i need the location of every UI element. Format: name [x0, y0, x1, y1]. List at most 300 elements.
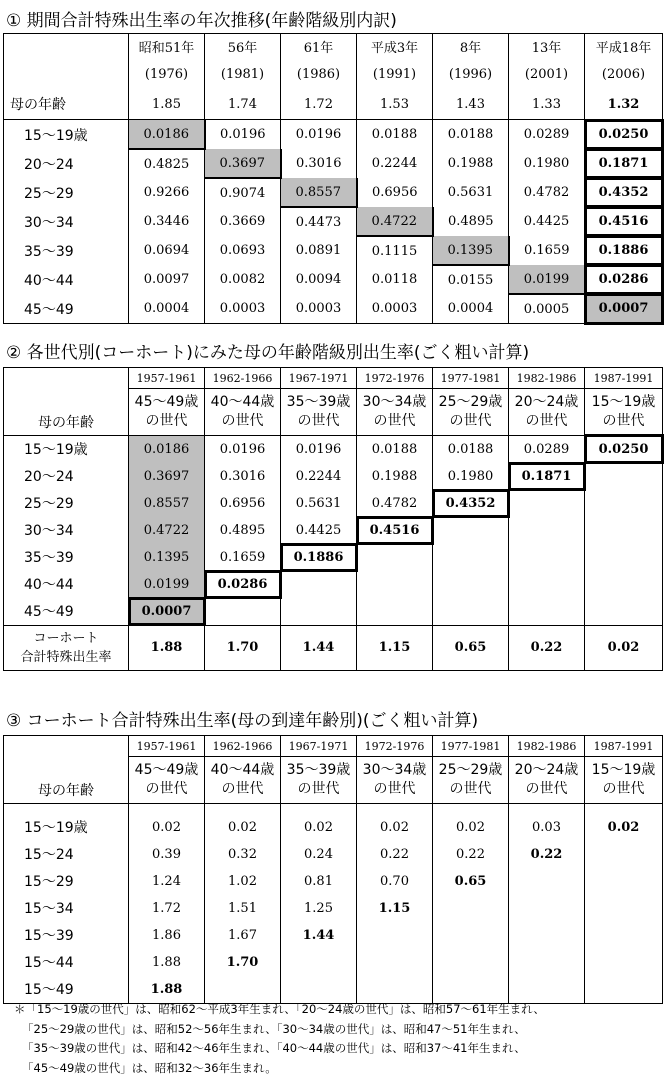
- footnote-line: 「35～39歳の世代」は、昭和42～46年生まれ、「40～44歳の世代」は、昭和37～41年生まれ、: [14, 1039, 545, 1059]
- row-header: 母の年齢: [4, 89, 129, 120]
- rate-cell: 0.1886: [281, 544, 357, 571]
- rate-cell: 0.3669: [205, 207, 281, 236]
- rate-cell: 0.02: [433, 814, 509, 841]
- table-row: [4, 265, 663, 294]
- column-era: 平成3年: [371, 41, 418, 56]
- column-year: (1981): [221, 67, 264, 82]
- rate-cell: 0.22: [509, 841, 585, 868]
- rate-cell: 0.4352: [433, 490, 509, 517]
- generation-label: 15～19歳: [592, 762, 656, 778]
- table-row: [4, 814, 663, 841]
- age-label: 15～29: [4, 868, 129, 895]
- section1-title: ① 期間合計特殊出生率の年次推移(年齢階級別内訳): [6, 6, 397, 31]
- column-era: 平成18年: [596, 41, 652, 56]
- section3-title: ③ コーホート合計特殊出生率(母の到達年齢別)(ごく粗い計算): [6, 706, 478, 731]
- age-label: 15～19歳: [4, 814, 129, 841]
- generation-suffix: の世代: [374, 781, 416, 797]
- generation-suffix: の世代: [374, 413, 416, 429]
- rate-cell: 0.4825: [129, 149, 205, 178]
- rate-cell: 0.3016: [281, 149, 357, 178]
- birth-years: 1962-1966: [205, 736, 281, 757]
- age-label: 15～39: [4, 922, 129, 949]
- age-label: 35～39: [4, 544, 129, 571]
- rate-cell: 0.0250: [585, 120, 663, 150]
- rate-cell: 0.0003: [357, 294, 433, 324]
- empty-cell: [585, 571, 663, 598]
- generation-suffix: の世代: [146, 413, 188, 429]
- birth-years: 1972-1976: [357, 736, 433, 757]
- rate-cell: 0.1871: [509, 463, 585, 490]
- rate-cell: 0.81: [281, 868, 357, 895]
- generation-label: 45～49歳: [135, 762, 199, 778]
- rate-cell: 0.02: [129, 814, 205, 841]
- rate-cell: 0.0196: [205, 435, 281, 463]
- table-row: [4, 868, 663, 895]
- empty-cell: [585, 517, 663, 544]
- rate-cell: 0.0286: [585, 265, 663, 294]
- rate-cell: 0.4352: [585, 178, 663, 207]
- age-label: 15～24: [4, 841, 129, 868]
- rate-cell: 0.0007: [129, 598, 205, 626]
- column-header: [509, 34, 585, 90]
- rate-cell: 0.1988: [433, 149, 509, 178]
- empty-cell: [281, 571, 357, 598]
- generation-suffix: の世代: [603, 781, 645, 797]
- age-label: 15～44: [4, 949, 129, 976]
- rate-cell: 0.0891: [281, 236, 357, 265]
- rate-cell: 0.0082: [205, 265, 281, 294]
- age-label: 25～29: [4, 178, 129, 207]
- rate-cell: 0.0289: [509, 435, 585, 463]
- empty-cell: [585, 868, 663, 895]
- rate-cell: 0.0188: [357, 435, 433, 463]
- total-label-cell: [4, 625, 129, 670]
- empty-cell: [433, 949, 509, 976]
- empty-cell: [205, 976, 281, 1004]
- age-label: 15～49: [4, 976, 129, 1004]
- rate-cell: 0.8557: [129, 490, 205, 517]
- rate-cell: 0.0186: [129, 120, 205, 150]
- corner-cell: [4, 368, 129, 389]
- rate-cell: 1.86: [129, 922, 205, 949]
- birth-years: 1982-1986: [509, 368, 585, 389]
- footnote-line: ＊「15～19歳の世代」は、昭和62～平成3年生まれ、「20～24歳の世代」は、昭和57～61年生まれ、: [14, 1000, 545, 1020]
- rate-cell: 1.72: [129, 895, 205, 922]
- generation-header: [129, 757, 205, 804]
- age-label: 15～19歳: [4, 120, 129, 150]
- tfr-value: 1.32: [585, 89, 663, 120]
- generation-header: [509, 757, 585, 804]
- rate-cell: 0.0005: [509, 294, 585, 324]
- rate-cell: 1.25: [281, 895, 357, 922]
- cohort-total: 0.65: [433, 625, 509, 670]
- rate-cell: 0.0196: [205, 120, 281, 150]
- rate-cell: 0.0004: [433, 294, 509, 324]
- spacer-row: [4, 803, 663, 814]
- generation-label: 45～49歳: [135, 394, 199, 410]
- empty-cell: [433, 976, 509, 1004]
- empty-cell: [433, 517, 509, 544]
- generation-label: 35～39歳: [287, 762, 351, 778]
- rate-cell: 0.0118: [357, 265, 433, 294]
- generation-label: 15～19歳: [592, 394, 656, 410]
- generation-label: 20～24歳: [515, 394, 579, 410]
- column-era: 8年: [460, 41, 481, 56]
- column-year: (1991): [373, 67, 416, 82]
- birth-years: 1977-1981: [433, 736, 509, 757]
- rate-cell: 0.4782: [509, 178, 585, 207]
- spacer-cell: [509, 803, 585, 814]
- rate-cell: 0.24: [281, 841, 357, 868]
- birth-year-row: [4, 368, 663, 389]
- table-row: [4, 922, 663, 949]
- empty-cell: [509, 490, 585, 517]
- rate-cell: 0.8557: [281, 178, 357, 207]
- tfr-row: [4, 89, 663, 120]
- generation-label: 20～24歳: [515, 762, 579, 778]
- table-row: [4, 571, 663, 598]
- rate-cell: 0.0007: [585, 294, 663, 324]
- age-label: 20～24: [4, 463, 129, 490]
- generation-suffix: の世代: [146, 781, 188, 797]
- rate-cell: 0.0004: [129, 294, 205, 324]
- rate-cell: 0.9074: [205, 178, 281, 207]
- empty-cell: [585, 922, 663, 949]
- empty-cell: [357, 544, 433, 571]
- rate-cell: 0.6956: [357, 178, 433, 207]
- cohort-total: 1.70: [205, 625, 281, 670]
- generation-label: 35～39歳: [287, 394, 351, 410]
- rate-cell: 0.1871: [585, 149, 663, 178]
- rate-cell: 0.1980: [433, 463, 509, 490]
- empty-cell: [357, 571, 433, 598]
- rate-cell: 0.1395: [129, 544, 205, 571]
- empty-cell: [509, 922, 585, 949]
- rate-cell: 0.0003: [281, 294, 357, 324]
- rate-cell: 0.02: [357, 814, 433, 841]
- column-header: [433, 34, 509, 90]
- rate-cell: 0.0196: [281, 120, 357, 150]
- generation-header: [585, 389, 663, 436]
- rate-cell: 0.0693: [205, 236, 281, 265]
- rate-cell: 0.4722: [357, 207, 433, 236]
- column-year: (2006): [602, 67, 645, 82]
- empty-cell: [585, 463, 663, 490]
- rate-cell: 0.3446: [129, 207, 205, 236]
- table-row: [4, 120, 663, 150]
- rate-cell: 0.1659: [509, 236, 585, 265]
- rate-cell: 0.3016: [205, 463, 281, 490]
- birth-years: 1987-1991: [585, 736, 663, 757]
- table-row: [4, 598, 663, 626]
- rate-cell: 0.1395: [433, 236, 509, 265]
- footnote-line: 「45～49歳の世代」は、昭和32～36年生まれ。: [14, 1059, 545, 1078]
- rate-cell: 0.0003: [205, 294, 281, 324]
- empty-cell: [357, 949, 433, 976]
- table-row: [4, 207, 663, 236]
- header-row: [4, 34, 663, 90]
- age-label: 30～34: [4, 517, 129, 544]
- rate-cell: 0.0186: [129, 435, 205, 463]
- generation-header: [509, 389, 585, 436]
- cohort-total: 0.22: [509, 625, 585, 670]
- empty-cell: [433, 571, 509, 598]
- age-label: 35～39: [4, 236, 129, 265]
- rate-cell: 1.02: [205, 868, 281, 895]
- rate-cell: 0.02: [205, 814, 281, 841]
- cohort-cumulative-table: [3, 735, 663, 1004]
- generation-header: [281, 757, 357, 804]
- empty-cell: [509, 598, 585, 626]
- column-era: 61年: [304, 41, 334, 56]
- table-row: [4, 435, 663, 463]
- age-label: 25～29: [4, 490, 129, 517]
- rate-cell: 0.0199: [509, 265, 585, 294]
- cohort-total: 1.88: [129, 625, 205, 670]
- rate-cell: 0.0188: [357, 120, 433, 150]
- generation-header: [205, 757, 281, 804]
- age-label: 45～49: [4, 294, 129, 324]
- rate-cell: 0.22: [433, 841, 509, 868]
- column-era: 56年: [228, 41, 258, 56]
- generation-suffix: の世代: [450, 781, 492, 797]
- rate-cell: 0.3697: [205, 149, 281, 178]
- generation-header: [281, 389, 357, 436]
- table-row: [4, 149, 663, 178]
- empty-cell: [509, 976, 585, 1004]
- cohort-total: 1.44: [281, 625, 357, 670]
- column-header: [281, 34, 357, 90]
- table-row: [4, 841, 663, 868]
- row-header: 母の年齢: [4, 757, 129, 804]
- empty-cell: [509, 571, 585, 598]
- generation-header: [129, 389, 205, 436]
- corner-cell: [4, 736, 129, 757]
- rate-cell: 0.9266: [129, 178, 205, 207]
- rate-cell: 1.24: [129, 868, 205, 895]
- rate-cell: 1.70: [205, 949, 281, 976]
- rate-cell: 0.0094: [281, 265, 357, 294]
- corner-cell: [4, 34, 129, 90]
- birth-years: 1977-1981: [433, 368, 509, 389]
- rate-cell: 0.4782: [357, 490, 433, 517]
- birth-years: 1967-1971: [281, 368, 357, 389]
- table-row: [4, 517, 663, 544]
- generation-header: [205, 389, 281, 436]
- rate-cell: 0.4895: [205, 517, 281, 544]
- age-label: 45～49: [4, 598, 129, 626]
- column-header: [129, 34, 205, 90]
- rate-cell: 0.1659: [205, 544, 281, 571]
- column-era: 13年: [532, 41, 562, 56]
- age-label: 15～19歳: [4, 435, 129, 463]
- footnote-line: 「25～29歳の世代」は、昭和52～56年生まれ、「30～34歳の世代」は、昭和47～51年生まれ、: [14, 1020, 545, 1040]
- empty-cell: [281, 949, 357, 976]
- empty-cell: [357, 598, 433, 626]
- footnote: [14, 1000, 545, 1078]
- column-year: (1986): [297, 67, 340, 82]
- age-label: 40～44: [4, 265, 129, 294]
- age-label: 40～44: [4, 571, 129, 598]
- tfr-value: 1.43: [433, 89, 509, 120]
- rate-cell: 0.4516: [357, 517, 433, 544]
- rate-cell: 0.4516: [585, 207, 663, 236]
- rate-cell: 1.88: [129, 976, 205, 1004]
- cohort-total: 0.02: [585, 625, 663, 670]
- table-row: [4, 895, 663, 922]
- age-label: 30～34: [4, 207, 129, 236]
- generation-suffix: の世代: [298, 413, 340, 429]
- generation-row: [4, 757, 663, 804]
- birth-years: 1957-1961: [129, 736, 205, 757]
- column-header: [357, 34, 433, 90]
- generation-header: [357, 389, 433, 436]
- cohort-rate-table: [3, 367, 663, 671]
- empty-cell: [433, 598, 509, 626]
- empty-cell: [281, 598, 357, 626]
- table-row: [4, 949, 663, 976]
- rate-cell: 0.4722: [129, 517, 205, 544]
- rate-cell: 0.22: [357, 841, 433, 868]
- cohort-total-row: [4, 625, 663, 670]
- total-label: 合計特殊出生率: [20, 650, 111, 665]
- rate-cell: 0.0289: [509, 120, 585, 150]
- empty-cell: [357, 922, 433, 949]
- empty-cell: [433, 895, 509, 922]
- empty-cell: [585, 895, 663, 922]
- rate-cell: 1.67: [205, 922, 281, 949]
- table-row: [4, 976, 663, 1004]
- rate-cell: 0.4473: [281, 207, 357, 236]
- column-year: (2001): [525, 67, 568, 82]
- tfr-value: 1.33: [509, 89, 585, 120]
- spacer-cell: [433, 803, 509, 814]
- empty-cell: [357, 976, 433, 1004]
- generation-suffix: の世代: [526, 781, 568, 797]
- empty-cell: [509, 544, 585, 571]
- rate-cell: 0.6956: [205, 490, 281, 517]
- rate-cell: 0.0188: [433, 435, 509, 463]
- generation-label: 25～29歳: [439, 762, 503, 778]
- spacer-cell: [129, 803, 205, 814]
- rate-cell: 0.65: [433, 868, 509, 895]
- rate-cell: 0.4425: [509, 207, 585, 236]
- generation-suffix: の世代: [222, 781, 264, 797]
- cohort-total: 1.15: [357, 625, 433, 670]
- rate-cell: 1.88: [129, 949, 205, 976]
- rate-cell: 0.0199: [129, 571, 205, 598]
- birth-years: 1987-1991: [585, 368, 663, 389]
- total-label: コーホート: [33, 631, 98, 646]
- generation-label: 25～29歳: [439, 394, 503, 410]
- period-tfr-table: [3, 33, 663, 324]
- age-label: 15～34: [4, 895, 129, 922]
- rate-cell: 0.02: [585, 814, 663, 841]
- rate-cell: 1.51: [205, 895, 281, 922]
- spacer-cell: [205, 803, 281, 814]
- generation-label: 40～44歳: [211, 394, 275, 410]
- rate-cell: 0.02: [281, 814, 357, 841]
- rate-cell: 0.5631: [433, 178, 509, 207]
- birth-years: 1972-1976: [357, 368, 433, 389]
- spacer-cell: [585, 803, 663, 814]
- rate-cell: 0.0286: [205, 571, 281, 598]
- column-year: (1976): [145, 67, 188, 82]
- rate-cell: 0.0250: [585, 435, 663, 463]
- empty-cell: [509, 517, 585, 544]
- empty-cell: [509, 895, 585, 922]
- rate-cell: 0.1980: [509, 149, 585, 178]
- generation-suffix: の世代: [526, 413, 568, 429]
- spacer-cell: [4, 803, 129, 814]
- generation-label: 30～34歳: [363, 394, 427, 410]
- tfr-value: 1.85: [129, 89, 205, 120]
- rate-cell: 0.32: [205, 841, 281, 868]
- tfr-value: 1.53: [357, 89, 433, 120]
- column-header: [585, 34, 663, 90]
- empty-cell: [585, 949, 663, 976]
- rate-cell: 1.15: [357, 895, 433, 922]
- generation-header: [433, 389, 509, 436]
- rate-cell: 0.1886: [585, 236, 663, 265]
- generation-suffix: の世代: [450, 413, 492, 429]
- row-header: 母の年齢: [4, 389, 129, 436]
- column-era: 昭和51年: [139, 41, 195, 56]
- rate-cell: 0.0694: [129, 236, 205, 265]
- rate-cell: 0.70: [357, 868, 433, 895]
- rate-cell: 0.4425: [281, 517, 357, 544]
- table-row: [4, 236, 663, 265]
- empty-cell: [509, 868, 585, 895]
- column-year: (1996): [449, 67, 492, 82]
- tfr-value: 1.74: [205, 89, 281, 120]
- rate-cell: 0.0155: [433, 265, 509, 294]
- generation-header: [433, 757, 509, 804]
- generation-label: 30～34歳: [363, 762, 427, 778]
- rate-cell: 0.0196: [281, 435, 357, 463]
- generation-row: [4, 389, 663, 436]
- table-row: [4, 178, 663, 207]
- birth-years: 1957-1961: [129, 368, 205, 389]
- spacer-cell: [281, 803, 357, 814]
- empty-cell: [585, 976, 663, 1004]
- section2-title: ② 各世代別(コーホート)にみた母の年齢階級別出生率(ごく粗い計算): [6, 338, 529, 363]
- rate-cell: 0.4895: [433, 207, 509, 236]
- table-row: [4, 544, 663, 571]
- generation-suffix: の世代: [603, 413, 645, 429]
- empty-cell: [585, 598, 663, 626]
- table-row: [4, 294, 663, 324]
- empty-cell: [433, 922, 509, 949]
- empty-cell: [281, 976, 357, 1004]
- empty-cell: [585, 490, 663, 517]
- empty-cell: [509, 949, 585, 976]
- empty-cell: [433, 544, 509, 571]
- table-row: [4, 463, 663, 490]
- rate-cell: 0.5631: [281, 490, 357, 517]
- rate-cell: 0.39: [129, 841, 205, 868]
- table-row: [4, 490, 663, 517]
- generation-header: [585, 757, 663, 804]
- generation-header: [357, 757, 433, 804]
- empty-cell: [205, 598, 281, 626]
- generation-label: 40～44歳: [211, 762, 275, 778]
- rate-cell: 0.2244: [281, 463, 357, 490]
- generation-suffix: の世代: [298, 781, 340, 797]
- spacer-cell: [357, 803, 433, 814]
- rate-cell: 0.0097: [129, 265, 205, 294]
- age-label: 20～24: [4, 149, 129, 178]
